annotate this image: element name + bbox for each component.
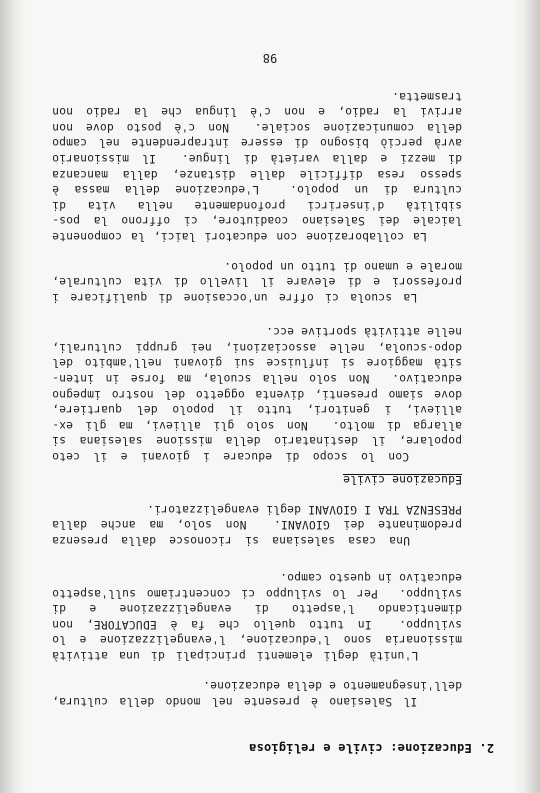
text-line: popolare, il destinatario della missione salesiana si xyxy=(52,434,462,448)
text-line: predominante dei GIOVANI. Non solo, ma anche dalla xyxy=(52,518,462,532)
text-line: della comunicazione sociale. Non c'è posto dove non xyxy=(52,120,462,134)
text-line: Una casa salesiana si riconosce dalla presenza xyxy=(52,534,462,547)
text-line: La collaborazione con educatori laici, la componente xyxy=(52,230,462,243)
text-line: missionaria sono l'educazione, l'evangelizzazione e lo xyxy=(52,633,462,647)
page-edge-shadow xyxy=(514,0,540,793)
text-line: professori e di elevare il livello di vita culturale, xyxy=(52,275,462,289)
section-heading: 2. Educazione: civile e religiosa xyxy=(248,741,494,755)
paragraph xyxy=(52,569,462,663)
paragraph xyxy=(52,88,462,244)
text-line: sibilità d'inserirci profondamente nella vita di xyxy=(52,198,462,212)
subsection-heading: Educazione civile xyxy=(342,473,462,486)
paragraph xyxy=(52,501,462,548)
text-line: sviluppo. In tutto quello che fa è EDUCATORE, non xyxy=(52,617,462,631)
page-edge-shadow xyxy=(0,0,26,793)
text-line: sità maggiore si influisce sui giovani nell'ambito del xyxy=(52,356,462,370)
text-line: di mezzi e dalla varietà di lingue. Il missionario xyxy=(52,152,462,166)
text-line: spesso resa difficile dalle distanze, dalla mancanza xyxy=(52,167,462,181)
text-line: allarga di molto. Non solo gli allievi, ma gli ex- xyxy=(52,418,462,432)
text-line: Il Salesiano è presente nel mondo della cultura, xyxy=(52,695,462,708)
text-line: allievi, i genitori, tutto il popolo del quartiere, xyxy=(52,403,462,417)
text-line: nelle attività sportive ecc. xyxy=(265,325,462,339)
page-number: 98 xyxy=(262,51,278,65)
text-line: dell'insegnamento e della educazione. xyxy=(202,679,462,693)
text-line: avrà perciò bisogno di essere intraprendente nel campo xyxy=(52,136,462,150)
text-line: sviluppo. Per lo sviluppo ci concentriamo sull'aspetto xyxy=(52,586,462,600)
text-line: morale e umano di tutto un popolo. xyxy=(223,259,462,273)
text-line: dopo-scuola, nelle associazioni, nei gruppi culturali, xyxy=(52,340,462,354)
text-line: educativo in questo campo. xyxy=(279,571,462,585)
text-line: educativo. Non solo nella scuola, ma forse in inten- xyxy=(52,372,462,386)
paragraph xyxy=(52,678,462,709)
text-line: arrivi la radio, e non c'è lingua che la radio non xyxy=(52,105,462,119)
paragraph xyxy=(52,258,462,305)
text-line: laicale dei Salesiano coadiutore, ci offrono la pos- xyxy=(52,214,462,228)
text-line: PRESENZA TRA I GIOVANI degli evangelizzatori. xyxy=(146,502,462,516)
text-line: L'unità degli elementi principali di una attività xyxy=(52,649,462,662)
text-line: trasmetta. xyxy=(391,89,462,103)
text-line: dimenticando l'aspetto di evangelizzazione e di xyxy=(52,602,462,616)
text-line: cultura di un popolo. L'educazione della massa è xyxy=(52,183,462,197)
text-line: dove siamo presenti, diventa oggetto del nostro impegno xyxy=(52,387,462,401)
paragraph xyxy=(52,324,462,464)
text-line: La scuola ci offre un'occasione di qualificare i xyxy=(52,291,462,304)
text-line: Con lo scopo di educare i giovani e il ceto xyxy=(52,450,462,463)
